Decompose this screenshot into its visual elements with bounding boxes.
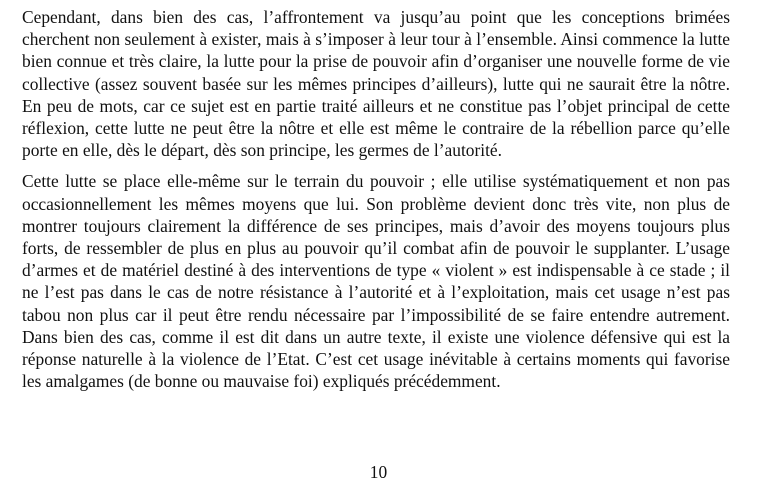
page-number: 10 bbox=[369, 462, 388, 482]
paragraph-1: Cependant, dans bien des cas, l’affrontement va jusqu’au point que les conceptions brimées cherchent non seulement à exister, mais à s’imposer à leur tour à l’ensemble. Ainsi commence la lutte bien connue et très claire, la lutte pour la prise de pouvoir afin d’organiser une nouvelle forme de vie collective (assez souvent basée sur les mêmes principes d’ailleurs), lutte qui ne saurait être la nôtre. En peu de mots, car ce sujet est en partie traité ailleurs et ne constitue pas l’objet principal de cette réflexion, cette lutte ne peut être la nôtre et elle est même le contraire de la rébellion parce qu’elle porte en elle, dès le départ, dès son principe, les germes de l’autorité. bbox=[22, 7, 730, 161]
paragraph-2: Cette lutte se place elle-même sur le terrain du pouvoir ; elle utilise systématiquement et non pas occasionnellement les mêmes moyens que lui. Son problème devient donc très vite, non plus de montrer toujours clairement la différence de ses principes, mais d’avoir des moyens toujours plus forts, de ressembler de plus en plus au pouvoir qu’il combat afin de pouvoir le supplanter. L’usage d’armes et de matériel destiné à des interventions de type « violent » est indispensable à ce stade ; il ne l’est pas dans le cas de notre résistance à l’autorité et à l’exploitation, mais cet usage n’est pas tabou non plus car il peut être rendu nécessaire par l’impossibilité de se faire entendre autrement. Dans bien des cas, comme il est dit dans un autre texte, il existe une violence défensive qui est la réponse naturelle à la violence de l’Etat. C’est cet usage inévitable à certains moments qui favorise les amalgames (de bonne ou mauvaise foi) expliqués précédemment. bbox=[22, 171, 730, 392]
document-page bbox=[22, 6, 730, 392]
